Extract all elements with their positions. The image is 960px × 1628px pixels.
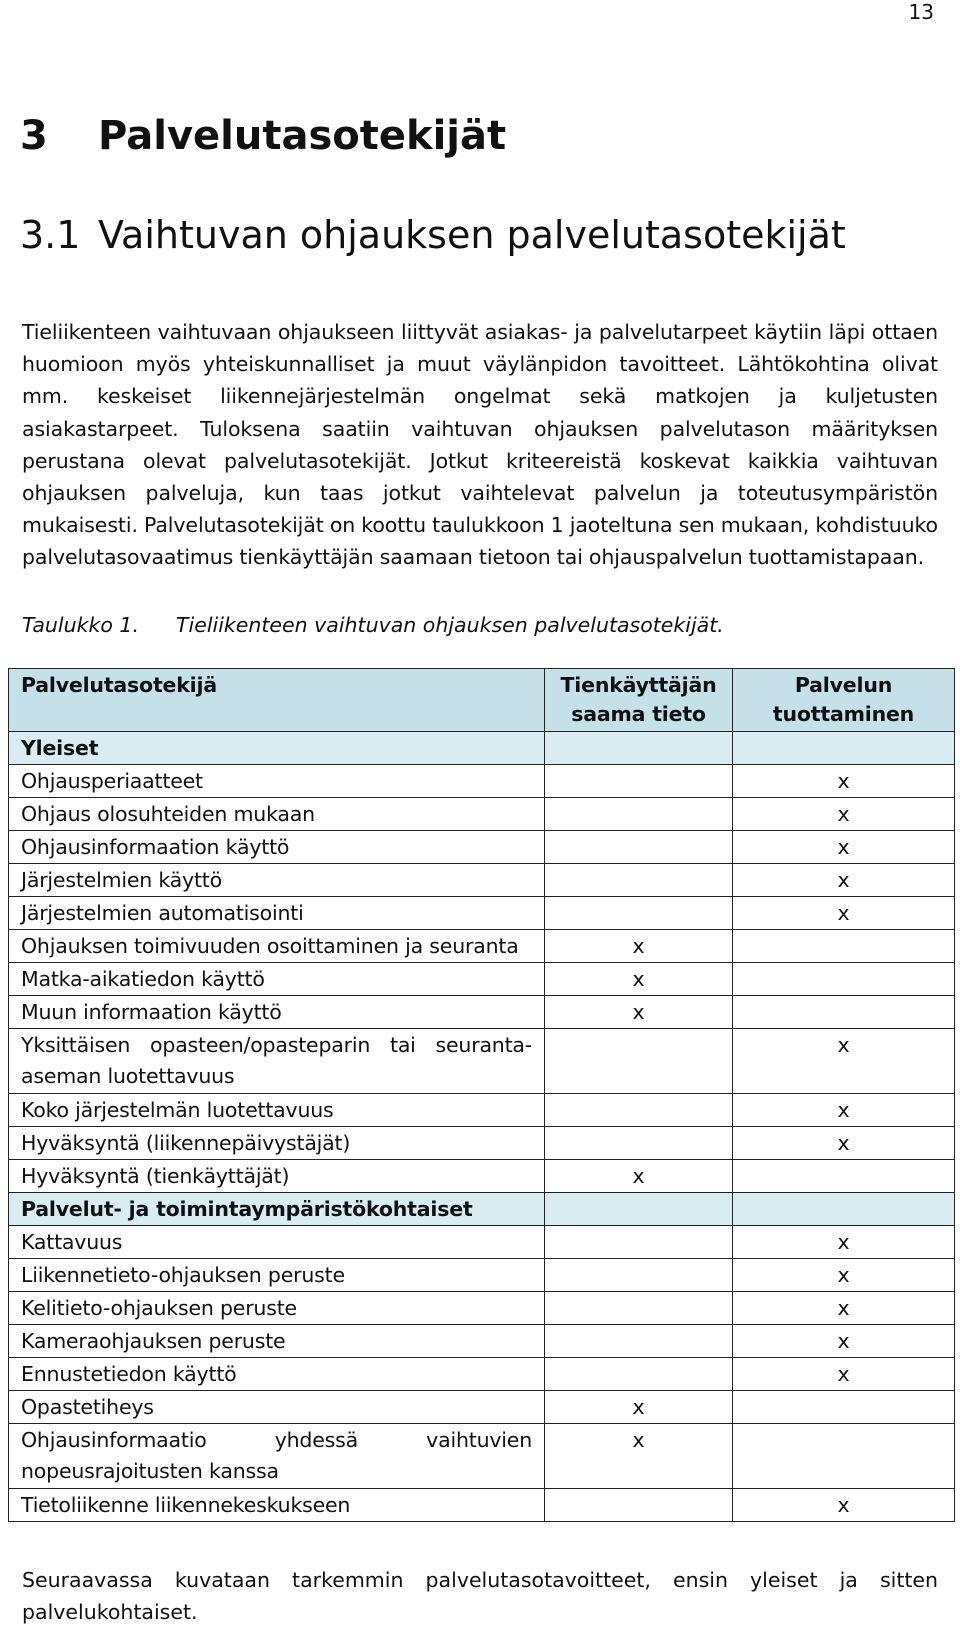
- table-row: [9, 930, 955, 963]
- service-production-mark: x: [733, 1127, 955, 1160]
- factor-label: Kameraohjauksen peruste: [9, 1325, 545, 1358]
- section-label: Palvelut- ja toimintaympäristökohtaiset: [9, 1193, 545, 1226]
- table-caption-text: Tieliikenteen vaihtuvan ohjauksen palvelutasotekijät.: [176, 613, 724, 637]
- user-information-mark: [545, 897, 733, 930]
- user-information-mark: [545, 1489, 733, 1522]
- factor-label: Ohjausperiaatteet: [9, 765, 545, 798]
- table-row: [9, 1358, 955, 1391]
- table-row: [9, 1029, 955, 1094]
- user-information-mark: [545, 1259, 733, 1292]
- table-row: [9, 765, 955, 798]
- table-row: [9, 1094, 955, 1127]
- table-header-row: [9, 669, 955, 732]
- service-production-mark: x: [733, 1226, 955, 1259]
- factor-label: Koko järjestelmän luotettavuus: [9, 1094, 545, 1127]
- table-caption-label: Taulukko 1.: [22, 613, 139, 637]
- user-information-mark: x: [545, 930, 733, 963]
- factor-label: Ohjauksen toimivuuden osoittaminen ja seuranta: [9, 930, 545, 963]
- table-row: [9, 996, 955, 1029]
- service-production-mark: x: [733, 1358, 955, 1391]
- service-production-mark: x: [733, 765, 955, 798]
- factor-label: Ohjaus olosuhteiden mukaan: [9, 798, 545, 831]
- service-level-factors-table: [8, 668, 955, 1522]
- service-production-mark: x: [733, 1259, 955, 1292]
- user-information-mark: [545, 864, 733, 897]
- service-production-mark: x: [733, 864, 955, 897]
- service-production-mark: x: [733, 1325, 955, 1358]
- factor-label: Hyväksyntä (liikennepäivystäjät): [9, 1127, 545, 1160]
- service-production-mark: [733, 1391, 955, 1424]
- factor-label: Järjestelmien automatisointi: [9, 897, 545, 930]
- user-information-mark: [545, 831, 733, 864]
- section-title: Vaihtuvan ohjauksen palvelutasotekijät: [98, 213, 846, 257]
- table-row: [9, 1259, 955, 1292]
- header-user-information: Tienkäyttäjän saama tieto: [545, 669, 733, 732]
- user-information-mark: [545, 1193, 733, 1226]
- table-row: [9, 1127, 955, 1160]
- table-row: [9, 1391, 955, 1424]
- chapter-heading: [20, 112, 506, 160]
- service-production-mark: x: [733, 1292, 955, 1325]
- section-label: Yleiset: [9, 732, 545, 765]
- table-row: [9, 1226, 955, 1259]
- user-information-mark: x: [545, 1160, 733, 1193]
- factor-label: Kattavuus: [9, 1226, 545, 1259]
- user-information-mark: [545, 1325, 733, 1358]
- table-body: [9, 732, 955, 1522]
- table-section-row: [9, 732, 955, 765]
- factor-label: Järjestelmien käyttö: [9, 864, 545, 897]
- factor-label: Muun informaation käyttö: [9, 996, 545, 1029]
- user-information-mark: [545, 1226, 733, 1259]
- table-caption: [22, 610, 724, 640]
- factor-label: Liikennetieto-ohjauksen peruste: [9, 1259, 545, 1292]
- service-production-mark: x: [733, 1489, 955, 1522]
- factor-label: Hyväksyntä (tienkäyttäjät): [9, 1160, 545, 1193]
- service-production-mark: [733, 930, 955, 963]
- user-information-mark: [545, 1029, 733, 1094]
- closing-paragraph: Seuraavassa kuvataan tarkemmin palvelutasotavoitteet, ensin yleiset ja sitten palvelukohtaiset.: [22, 1568, 938, 1624]
- section-heading: [20, 212, 846, 258]
- service-production-mark: [733, 1160, 955, 1193]
- factor-label: Ohjausinformaatio yhdessä vaihtuvien nopeusrajoitusten kanssa: [9, 1424, 545, 1489]
- service-production-mark: x: [733, 1029, 955, 1094]
- user-information-mark: [545, 765, 733, 798]
- service-production-mark: [733, 1424, 955, 1489]
- user-information-mark: [545, 1094, 733, 1127]
- user-information-mark: x: [545, 1391, 733, 1424]
- service-production-mark: x: [733, 831, 955, 864]
- table-row: [9, 963, 955, 996]
- factor-label: Ohjausinformaation käyttö: [9, 831, 545, 864]
- user-information-mark: x: [545, 963, 733, 996]
- header-factor: Palvelutasotekijä: [9, 669, 545, 732]
- factor-label: Ennustetiedon käyttö: [9, 1358, 545, 1391]
- user-information-mark: x: [545, 996, 733, 1029]
- table-row: [9, 1292, 955, 1325]
- intro-paragraph: Tieliikenteen vaihtuvaan ohjaukseen liittyvät asiakas- ja palvelutarpeet käytiin läpi ottaen huomioon myös yhteiskunnalliset ja muut väylänpidon tavoitteet. Lähtökohtina olivat mm. keskeiset liikennejärjestelmän ongelmat sekä matkojen ja kuljetusten asiakastarpeet. Tuloksena saatiin vaihtuvan ohjauksen palvelutason määrityksen perustana olevat palvelutasotekijät. Jotkut kriteereistä koskevat kaikkia vaihtuvan ohjauksen palveluja, kun taas jotkut vaihtelevat palvelun ja toteutusympäristön mukaisesti. Palvelutasotekijät on koottu taulukkoon 1 jaoteltuna sen mukaan, kohdistuuko palvelutasovaatimus tienkäyttäjän saamaan tietoon tai ohjauspalvelun tuottamistapaan.: [22, 320, 938, 570]
- factor-label: Kelitieto-ohjauksen peruste: [9, 1292, 545, 1325]
- header-service-production: Palvelun tuottaminen: [733, 669, 955, 732]
- table-section-row: [9, 1193, 955, 1226]
- page-number: 13: [908, 0, 934, 24]
- chapter-number: 3: [20, 113, 48, 159]
- service-production-mark: [733, 732, 955, 765]
- table-row: [9, 798, 955, 831]
- service-production-mark: x: [733, 897, 955, 930]
- table-row: [9, 864, 955, 897]
- service-production-mark: x: [733, 798, 955, 831]
- table-row: [9, 897, 955, 930]
- table-row: [9, 1489, 955, 1522]
- user-information-mark: [545, 798, 733, 831]
- table-row: [9, 831, 955, 864]
- service-production-mark: [733, 1193, 955, 1226]
- user-information-mark: [545, 1292, 733, 1325]
- table-row: [9, 1424, 955, 1489]
- user-information-mark: [545, 1358, 733, 1391]
- service-production-mark: [733, 996, 955, 1029]
- service-production-mark: [733, 963, 955, 996]
- chapter-title: Palvelutasotekijät: [98, 113, 507, 159]
- table-row: [9, 1325, 955, 1358]
- user-information-mark: [545, 1127, 733, 1160]
- service-production-mark: x: [733, 1094, 955, 1127]
- section-number: 3.1: [20, 213, 81, 257]
- table-row: [9, 1160, 955, 1193]
- user-information-mark: [545, 732, 733, 765]
- factor-label: Matka-aikatiedon käyttö: [9, 963, 545, 996]
- user-information-mark: x: [545, 1424, 733, 1489]
- factor-label: Tietoliikenne liikennekeskukseen: [9, 1489, 545, 1522]
- factor-label: Yksittäisen opasteen/opasteparin tai seuranta-aseman luotettavuus: [9, 1029, 545, 1094]
- factor-label: Opastetiheys: [9, 1391, 545, 1424]
